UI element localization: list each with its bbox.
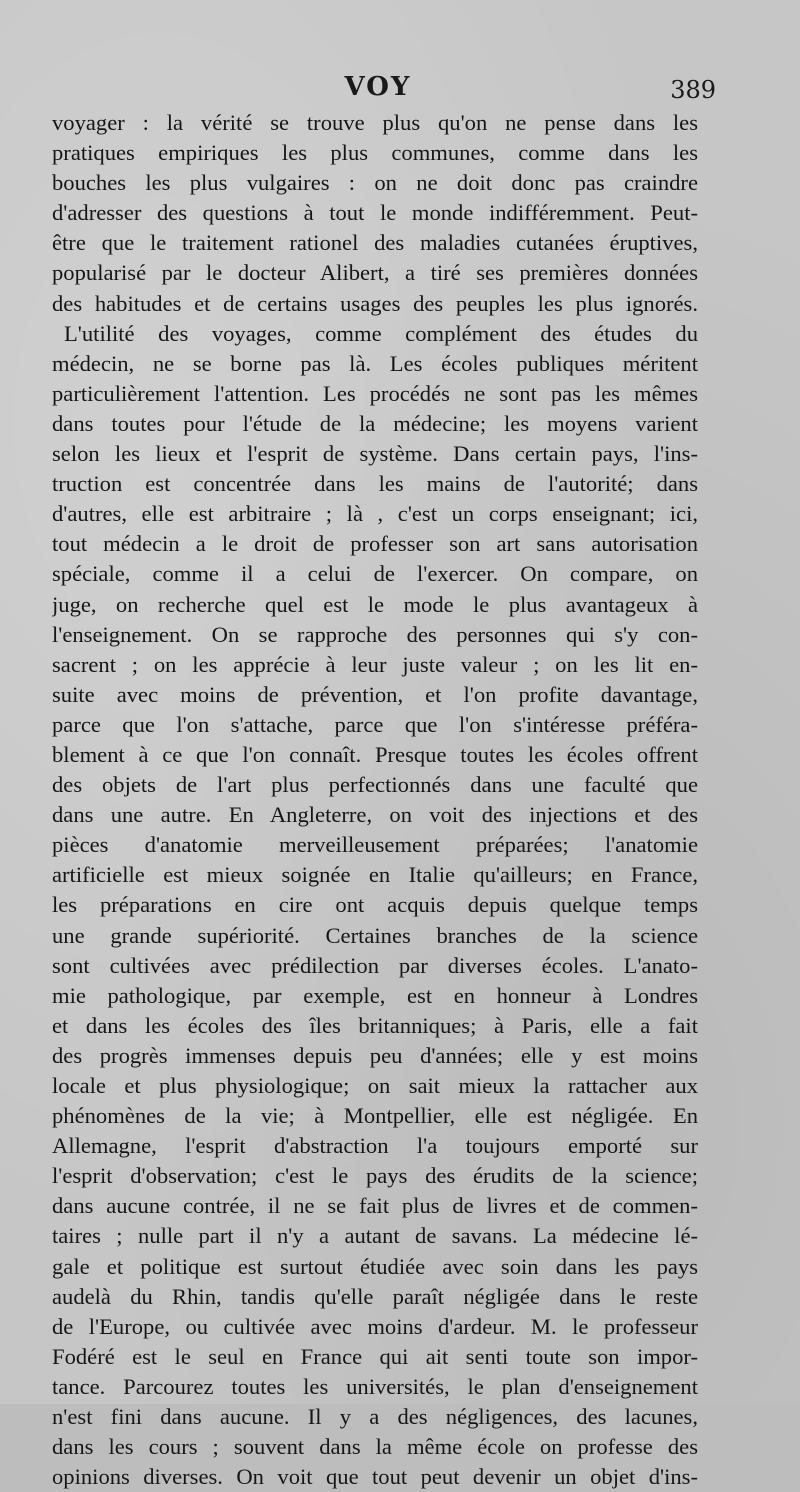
text-line: dans les cours ; souvent dans la même école on professe des xyxy=(52,1434,698,1460)
page-number: 389 xyxy=(670,76,716,104)
text-line: spéciale, comme il a celui de l'exercer. On compare, on xyxy=(52,561,698,587)
text-line: juge, on recherche quel est le mode le plus avantageux à xyxy=(52,591,698,617)
text-line: bouches les plus vulgaires : on ne doit donc pas craindre xyxy=(52,170,698,196)
text-line: artificielle est mieux soignée en Italie qu'ailleurs; en France, xyxy=(52,862,698,888)
text-line: dans aucune contrée, il ne se fait plus de livres et de commen- xyxy=(52,1193,698,1219)
text-line: popularisé par le docteur Alibert, a tiré ses premières données xyxy=(52,260,698,286)
text-line: suite avec moins de prévention, et l'on profite davantage, xyxy=(52,681,698,707)
text-line: tance. Parcourez toutes les universités, le plan d'enseignement xyxy=(52,1373,698,1399)
text-line: pratiques empiriques les plus communes, comme dans les xyxy=(52,140,698,166)
text-line: l'enseignement. On se rapproche des personnes qui s'y con- xyxy=(52,621,698,647)
text-line: Allemagne, l'esprit d'abstraction l'a toujours emporté sur xyxy=(52,1133,698,1159)
text-line: pièces d'anatomie merveilleusement préparées; l'anatomie xyxy=(52,832,698,858)
text-line: truction est concentrée dans les mains de l'autorité; dans xyxy=(52,471,698,497)
text-line: dans toutes pour l'étude de la médecine; les moyens varient xyxy=(52,410,698,436)
running-head: VOY xyxy=(344,72,412,102)
text-line: médecin, ne se borne pas là. Les écoles publiques méritent xyxy=(52,350,698,376)
text-line: blement à ce que l'on connaît. Presque toutes les écoles offrent xyxy=(52,741,698,767)
text-line: sacrent ; on les apprécie à leur juste valeur ; on les lit en- xyxy=(52,651,698,677)
text-line: taires ; nulle part il n'y a autant de savans. La médecine lé- xyxy=(52,1223,698,1249)
text-line: L'utilité des voyages, comme complément des études du xyxy=(64,320,698,346)
text-line: d'autres, elle est arbitraire ; là , c'est un corps enseignant; ici, xyxy=(52,501,698,527)
text-line: d'adresser des questions à tout le monde indifféremment. Peut- xyxy=(52,200,698,226)
text-line: opinions diverses. On voit que tout peut devenir un objet d'ins- xyxy=(52,1464,698,1490)
text-line: les préparations en cire ont acquis depuis quelque temps xyxy=(52,892,698,918)
text-line: gale et politique est surtout étudiée avec soin dans les pays xyxy=(52,1253,698,1279)
text-line: sont cultivées avec prédilection par diverses écoles. L'anato- xyxy=(52,952,698,978)
text-line: selon les lieux et l'esprit de système. Dans certain pays, l'ins- xyxy=(52,441,698,467)
text-line: particulièrement l'attention. Les procédés ne sont pas les mêmes xyxy=(52,380,698,406)
text-line: Fodéré est le seul en France qui ait senti toute son impor- xyxy=(52,1343,698,1369)
text-line: de l'Europe, ou cultivée avec moins d'ardeur. M. le professeur xyxy=(52,1313,698,1339)
text-line: locale et plus physiologique; on sait mieux la rattacher aux xyxy=(52,1073,698,1098)
text-line: et dans les écoles des îles britanniques; à Paris, elle a fait xyxy=(52,1012,698,1038)
text-line: audelà du Rhin, tandis qu'elle paraît négligée dans le reste xyxy=(52,1283,698,1309)
text-line: l'esprit d'observation; c'est le pays des érudits de la science; xyxy=(52,1163,698,1189)
text-line: être que le traitement rationel des maladies cutanées éruptives, xyxy=(52,230,698,256)
text-line: parce que l'on s'attache, parce que l'on s'intéresse préféra- xyxy=(52,711,698,737)
text-line: mie pathologique, par exemple, est en honneur à Londres xyxy=(52,982,698,1008)
text-line: tout médecin a le droit de professer son art sans autorisation xyxy=(52,531,698,557)
body-text xyxy=(52,108,698,1492)
text-line: phénomènes de la vie; à Montpellier, elle est négligée. En xyxy=(52,1103,698,1129)
text-line: une grande supériorité. Certaines branches de la science xyxy=(52,922,698,948)
text-line: des objets de l'art plus perfectionnés dans une faculté que xyxy=(52,772,698,798)
text-line: voyager : la vérité se trouve plus qu'on ne pense dans les xyxy=(52,110,698,135)
text-line: des habitudes et de certains usages des peuples les plus ignorés. xyxy=(52,290,698,316)
page-header xyxy=(40,70,716,110)
text-line: dans une autre. En Angleterre, on voit des injections et des xyxy=(52,802,698,828)
text-line: des progrès immenses depuis peu d'années; elle y est moins xyxy=(52,1042,698,1068)
text-line: n'est fini dans aucune. Il y a des négligences, des lacunes, xyxy=(52,1404,698,1430)
